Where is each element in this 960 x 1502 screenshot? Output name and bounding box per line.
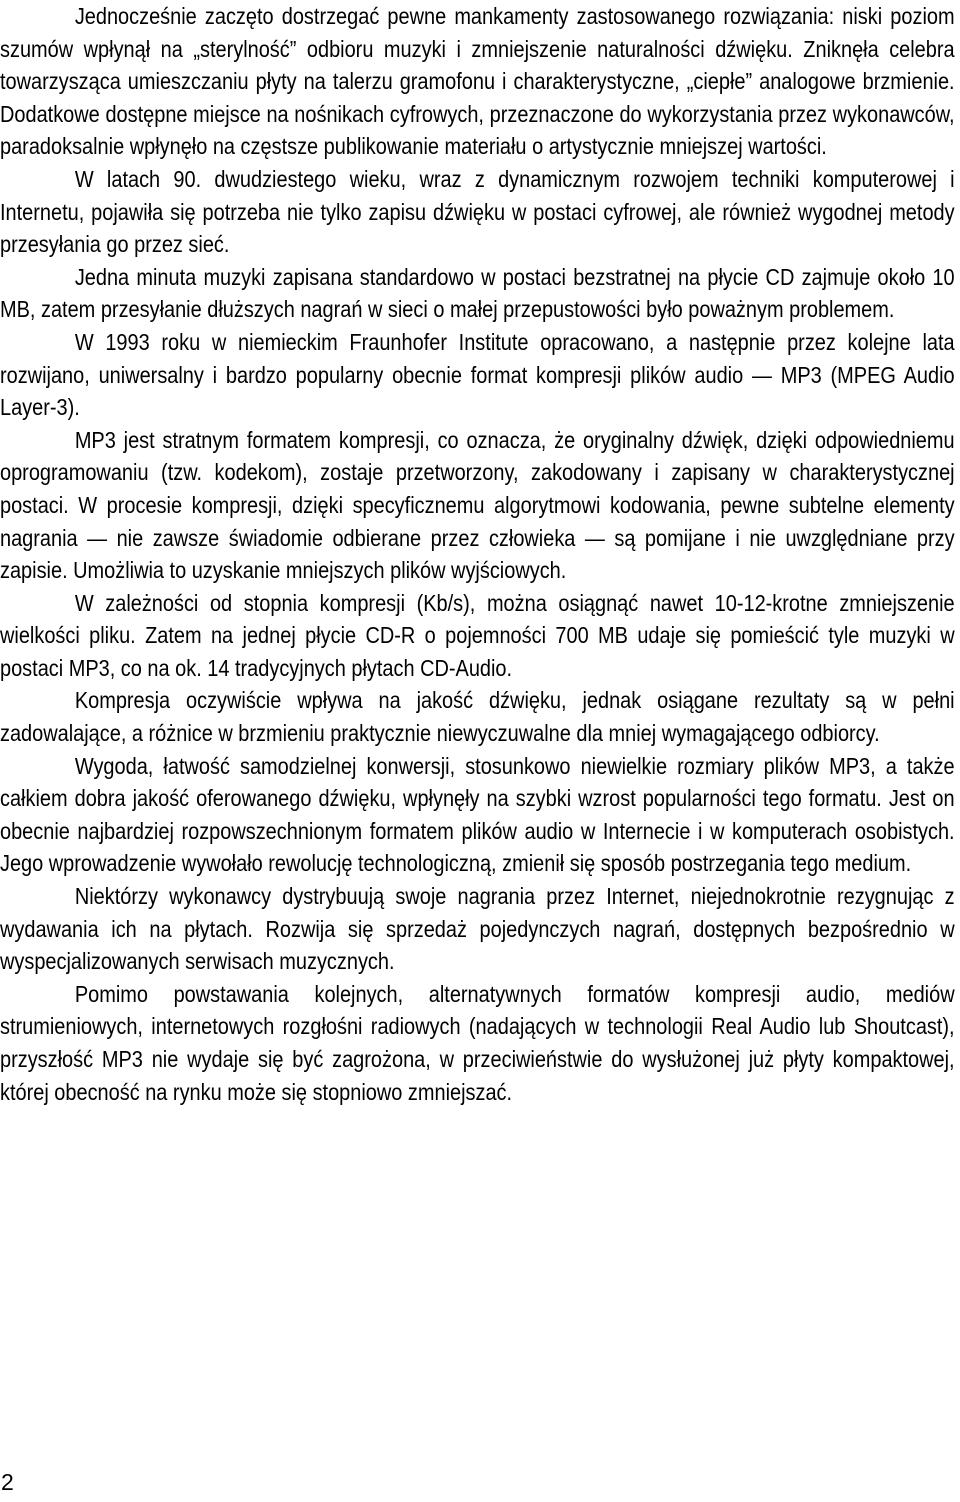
paragraph-5: MP3 jest stratnym formatem kompresji, co oznacza, że oryginalny dźwięk, dzięki odpowiedniemu oprogramowaniu (tzw. kodekom), zostaje przetworzony, zakodowany i zapisany w charakterystycznej postaci. W procesie kompresji, dzięki specyficznemu algorytmowi kodowania, pewne subtelne elementy nagrania — nie zawsze świadomie odbierane przez człowieka — są pomijane i nie uwzględniane przy zapisie. Umożliwia to uzyskanie mniejszych plików wyjściowych. xyxy=(0,426,955,584)
paragraph-4: W 1993 roku w niemieckim Fraunhofer Institute opracowano, a następnie przez kolejne lata rozwijano, uniwersalny i bardzo popularny obecnie format kompresji plików audio — MP3 (MPEG Audio Layer-3). xyxy=(0,328,955,421)
paragraph-8: Wygoda, łatwość samodzielnej konwersji, stosunkowo niewielkie rozmiary plików MP3, a także całkiem dobra jakość oferowanego dźwięku, wpłynęły na szybki wzrost popularności tego formatu. Jest on obecnie najbardziej rozpowszechnionym formatem plików audio w Internecie i w komputerach osobistych. Jego wprowadzenie wywołało rewolucję technologiczną, zmienił się sposób postrzegania tego medium. xyxy=(0,752,955,877)
paragraph-10: Pomimo powstawania kolejnych, alternatywnych formatów kompresji audio, mediów strumieniowych, internetowych rozgłośni radiowych (nadających w technologii Real Audio lub Shoutcast), przyszłość MP3 nie wydaje się być zagrożona, w przeciwieństwie do wysłużonej już płyty kompaktowej, której obecność na rynku może się stopniowo zmniejszać. xyxy=(0,980,955,1105)
paragraph-6: W zależności od stopnia kompresji (Kb/s), można osiągnąć nawet 10-12-krotne zmniejszenie wielkości pliku. Zatem na jednej płycie CD-R o pojemności 700 MB udaje się pomieścić tyle muzyki w postaci MP3, co na ok. 14 tradycyjnych płytach CD-Audio. xyxy=(0,589,955,681)
paragraph-7: Kompresja oczywiście wpływa na jakość dźwięku, jednak osiągane rezultaty są w pełni zadowalające, a różnice w brzmieniu praktycznie niewyczuwalne dla mniej wymagającego odbiorcy. xyxy=(0,687,955,747)
paragraph-9: Niektórzy wykonawcy dystrybuują swoje nagrania przez Internet, niejednokrotnie rezygnując z wydawania ich na płytach. Rozwija się sprzedaż pojedynczych nagrań, dostępnych bezpośrednio w wyspecjalizowanych serwisach muzycznych. xyxy=(0,883,955,975)
paragraph-1: Jednocześnie zaczęto dostrzegać pewne mankamenty zastosowanego rozwiązania: niski poziom szumów wpłynął na „sterylność” odbioru muzyki i zmniejszenie naturalności dźwięku. Zniknęła celebra towarzysząca umieszczaniu płyty na talerzu gramofonu i charakterystyczne, „ciepłe” analogowe brzmienie. Dodatkowe dostępne miejsce na nośnikach cyfrowych, przeznaczone do wykorzystania przez wykonawców, paradoksalnie wpłynęło na częstsze publikowanie materiału o artystycznie mniejszej wartości. xyxy=(0,3,955,160)
paragraph-2: W latach 90. dwudziestego wieku, wraz z dynamicznym rozwojem techniki komputerowej i Internetu, pojawiła się potrzeba nie tylko zapisu dźwięku w postaci cyfrowej, ale również wygodnej metody przesyłania go przez sieć. xyxy=(0,165,955,258)
page-number: 2 xyxy=(1,1469,14,1495)
paragraph-3: Jedna minuta muzyki zapisana standardowo w postaci bezstratnej na płycie CD zajmuje około 10 MB, zatem przesyłanie dłuższych nagrań w sieci o małej przepustowości było poważnym problemem. xyxy=(0,263,955,323)
